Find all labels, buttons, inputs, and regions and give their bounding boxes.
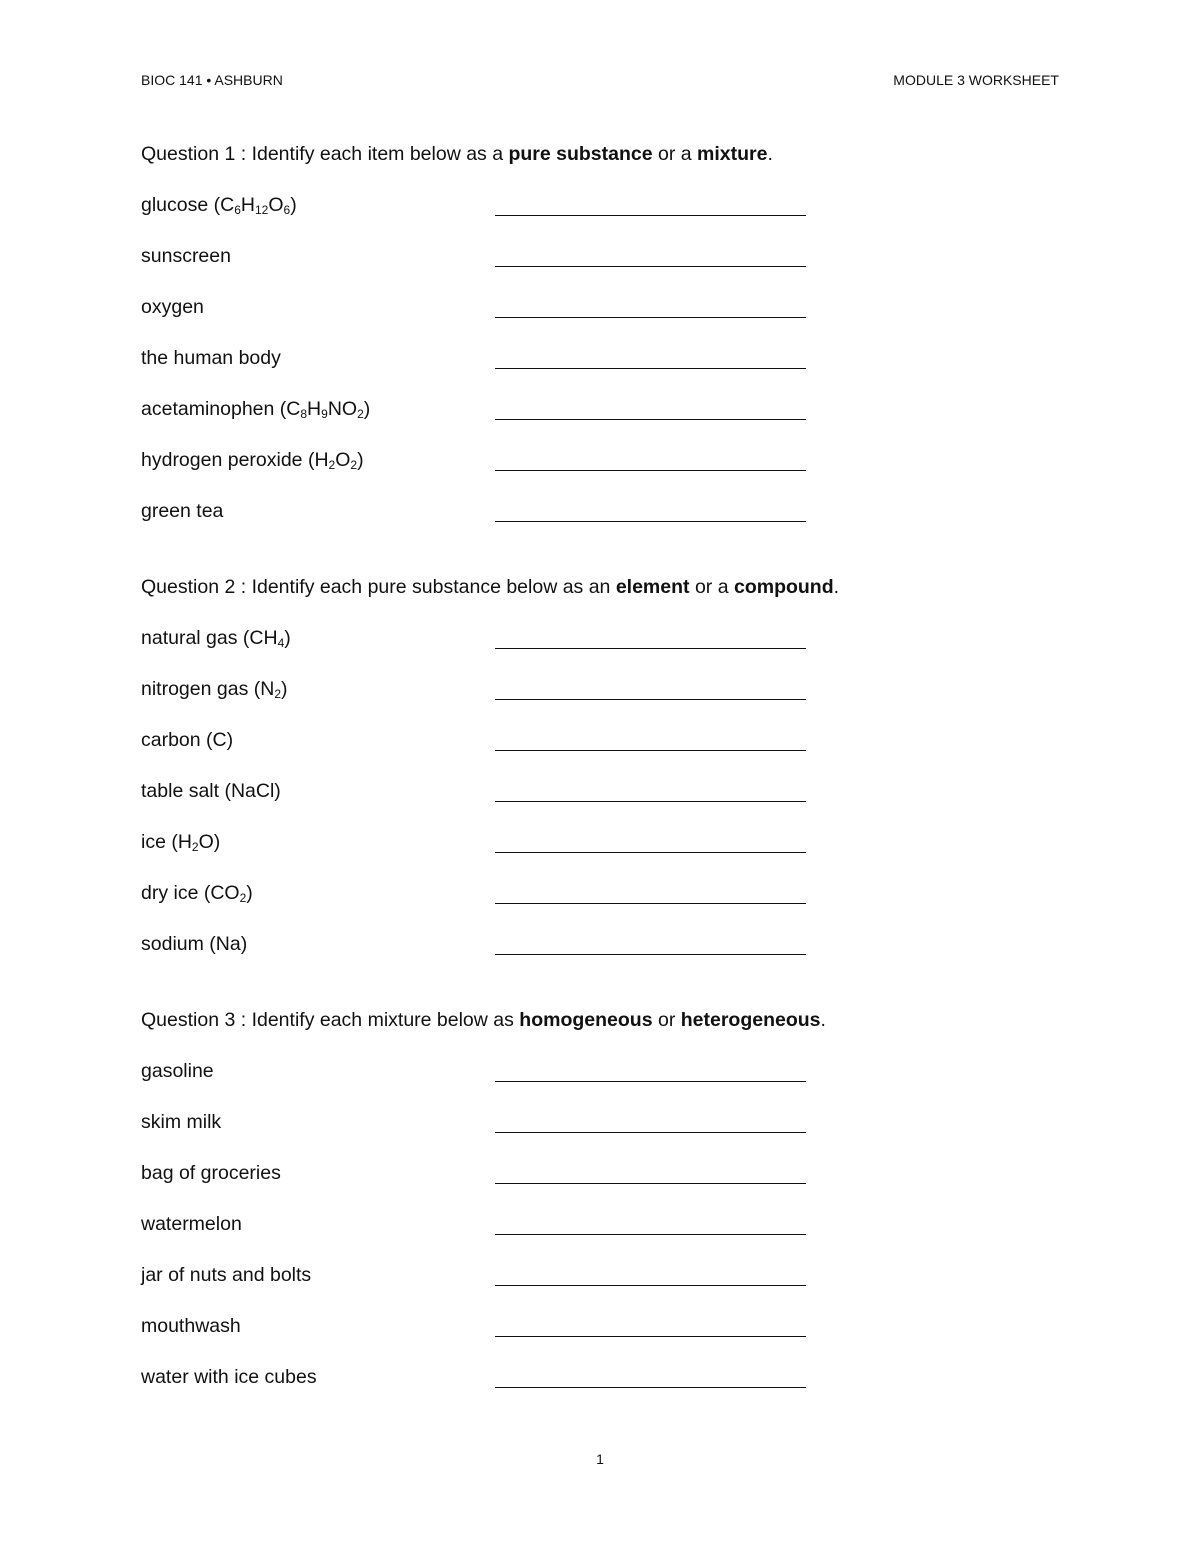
item-label (141, 676, 288, 702)
item-row (141, 243, 1061, 294)
item-text: ice (H (141, 831, 192, 853)
item-row (141, 192, 1061, 243)
question-number: Question 2 : (141, 576, 252, 598)
question-term-1: element (615, 576, 690, 598)
answer-blank[interactable] (495, 317, 806, 318)
subscript: 6 (283, 203, 291, 217)
subscript: 12 (255, 203, 269, 217)
item-row (141, 676, 1061, 727)
page-header (141, 72, 1059, 92)
answer-blank[interactable] (495, 1234, 806, 1235)
subscript: 2 (350, 458, 358, 472)
item-row (141, 447, 1061, 498)
item-label: mouthwash (141, 1315, 241, 1337)
subscript: 2 (328, 458, 336, 472)
question-number: Question 1 : (141, 143, 252, 165)
answer-blank[interactable] (495, 470, 806, 471)
item-label: skim milk (141, 1111, 222, 1133)
question-end: . (767, 143, 773, 165)
item-label (141, 192, 297, 218)
question-1-prompt (141, 141, 1061, 171)
answer-blank[interactable] (495, 801, 806, 802)
item-label: table salt (NaCl) (141, 780, 281, 802)
item-row (141, 931, 1061, 982)
question-intro: Identify each mixture below as (251, 1009, 520, 1031)
item-text: O (335, 449, 351, 471)
question-intro: Identify each item below as a (251, 143, 509, 165)
item-row (141, 294, 1061, 345)
item-label (141, 396, 370, 422)
question-connector: or a (689, 576, 734, 598)
item-text: ) (290, 194, 297, 216)
item-label (141, 829, 220, 855)
item-row (141, 625, 1061, 676)
answer-blank[interactable] (495, 852, 806, 853)
subscript: 8 (300, 407, 308, 421)
item-label: gasoline (141, 1060, 214, 1082)
item-row (141, 1109, 1061, 1160)
question-1-items (141, 192, 1061, 549)
answer-blank[interactable] (495, 1387, 806, 1388)
item-text: hydrogen peroxide (H (141, 449, 329, 471)
answer-blank[interactable] (495, 954, 806, 955)
answer-blank[interactable] (495, 215, 806, 216)
question-2 (141, 574, 1061, 982)
question-end: . (833, 576, 840, 598)
item-text: dry ice (CO (141, 882, 240, 904)
subscript: 4 (277, 636, 285, 650)
item-row (141, 727, 1061, 778)
answer-blank[interactable] (495, 1132, 806, 1133)
subscript: 9 (321, 407, 328, 421)
item-text: ) (363, 398, 371, 420)
item-label: watermelon (141, 1213, 242, 1235)
question-term-2: mixture (697, 143, 768, 165)
question-term-2: heterogeneous (680, 1009, 821, 1031)
question-3 (141, 1007, 1061, 1415)
question-2-items (141, 625, 1061, 982)
item-row (141, 1262, 1061, 1313)
item-row (141, 829, 1061, 880)
item-text: acetaminophen (C (141, 398, 301, 420)
item-label: the human body (141, 347, 281, 369)
question-term-1: homogeneous (519, 1009, 653, 1031)
answer-blank[interactable] (495, 368, 806, 369)
worksheet-title: MODULE 3 WORKSHEET (893, 72, 1059, 88)
question-term-1: pure substance (508, 143, 653, 165)
question-intro: Identify each pure substance below as an (251, 576, 616, 598)
item-text: ) (357, 449, 364, 471)
question-3-prompt (141, 1007, 1061, 1037)
item-row (141, 1313, 1061, 1364)
item-text: NO (327, 398, 358, 420)
course-label: BIOC 141 • ASHBURN (141, 72, 283, 88)
item-row (141, 1160, 1061, 1211)
item-row (141, 498, 1061, 549)
item-text: natural gas (CH (141, 627, 278, 649)
answer-blank[interactable] (495, 419, 806, 420)
item-text: H (240, 194, 255, 216)
item-row (141, 1364, 1061, 1415)
item-label: oxygen (141, 296, 204, 318)
question-1 (141, 141, 1061, 549)
item-row (141, 396, 1061, 447)
answer-blank[interactable] (495, 1285, 806, 1286)
subscript: 2 (274, 687, 282, 701)
answer-blank[interactable] (495, 648, 806, 649)
item-row (141, 778, 1061, 829)
question-connector: or a (652, 143, 698, 165)
question-term-2: compound (733, 576, 834, 598)
item-label (141, 880, 253, 906)
question-3-items (141, 1058, 1061, 1415)
answer-blank[interactable] (495, 521, 806, 522)
item-label: sunscreen (141, 245, 231, 267)
item-row (141, 1211, 1061, 1262)
item-row (141, 880, 1061, 931)
item-text: O (268, 194, 284, 216)
item-label: bag of groceries (141, 1162, 281, 1184)
question-2-prompt (141, 574, 1061, 604)
item-text: glucose (C (141, 194, 235, 216)
item-row (141, 1058, 1061, 1109)
item-label (141, 447, 364, 473)
item-row (141, 345, 1061, 396)
question-connector: or (652, 1009, 681, 1031)
subscript: 6 (234, 203, 241, 217)
question-number: Question 3 : (141, 1009, 252, 1031)
answer-blank[interactable] (495, 1183, 806, 1184)
item-text: nitrogen gas (N (141, 678, 275, 700)
answer-blank[interactable] (495, 266, 806, 267)
item-label (141, 625, 291, 651)
answer-blank[interactable] (495, 750, 806, 751)
subscript: 2 (191, 840, 199, 854)
subscript: 2 (239, 891, 247, 905)
page-number: 1 (596, 1451, 604, 1467)
item-text: H (307, 398, 322, 420)
subscript: 2 (357, 407, 364, 421)
question-end: . (820, 1009, 826, 1031)
item-label: green tea (141, 500, 224, 522)
item-text: ) (284, 627, 291, 649)
item-text: ) (246, 882, 253, 904)
item-label: jar of nuts and bolts (141, 1264, 312, 1286)
answer-blank[interactable] (495, 903, 806, 904)
item-label: carbon (C) (141, 729, 234, 751)
answer-blank[interactable] (495, 699, 806, 700)
item-label: water with ice cubes (141, 1366, 317, 1388)
answer-blank[interactable] (495, 1336, 806, 1337)
item-label: sodium (Na) (141, 933, 248, 955)
answer-blank[interactable] (495, 1081, 806, 1082)
item-text: ) (281, 678, 288, 700)
item-text: O) (198, 831, 221, 853)
